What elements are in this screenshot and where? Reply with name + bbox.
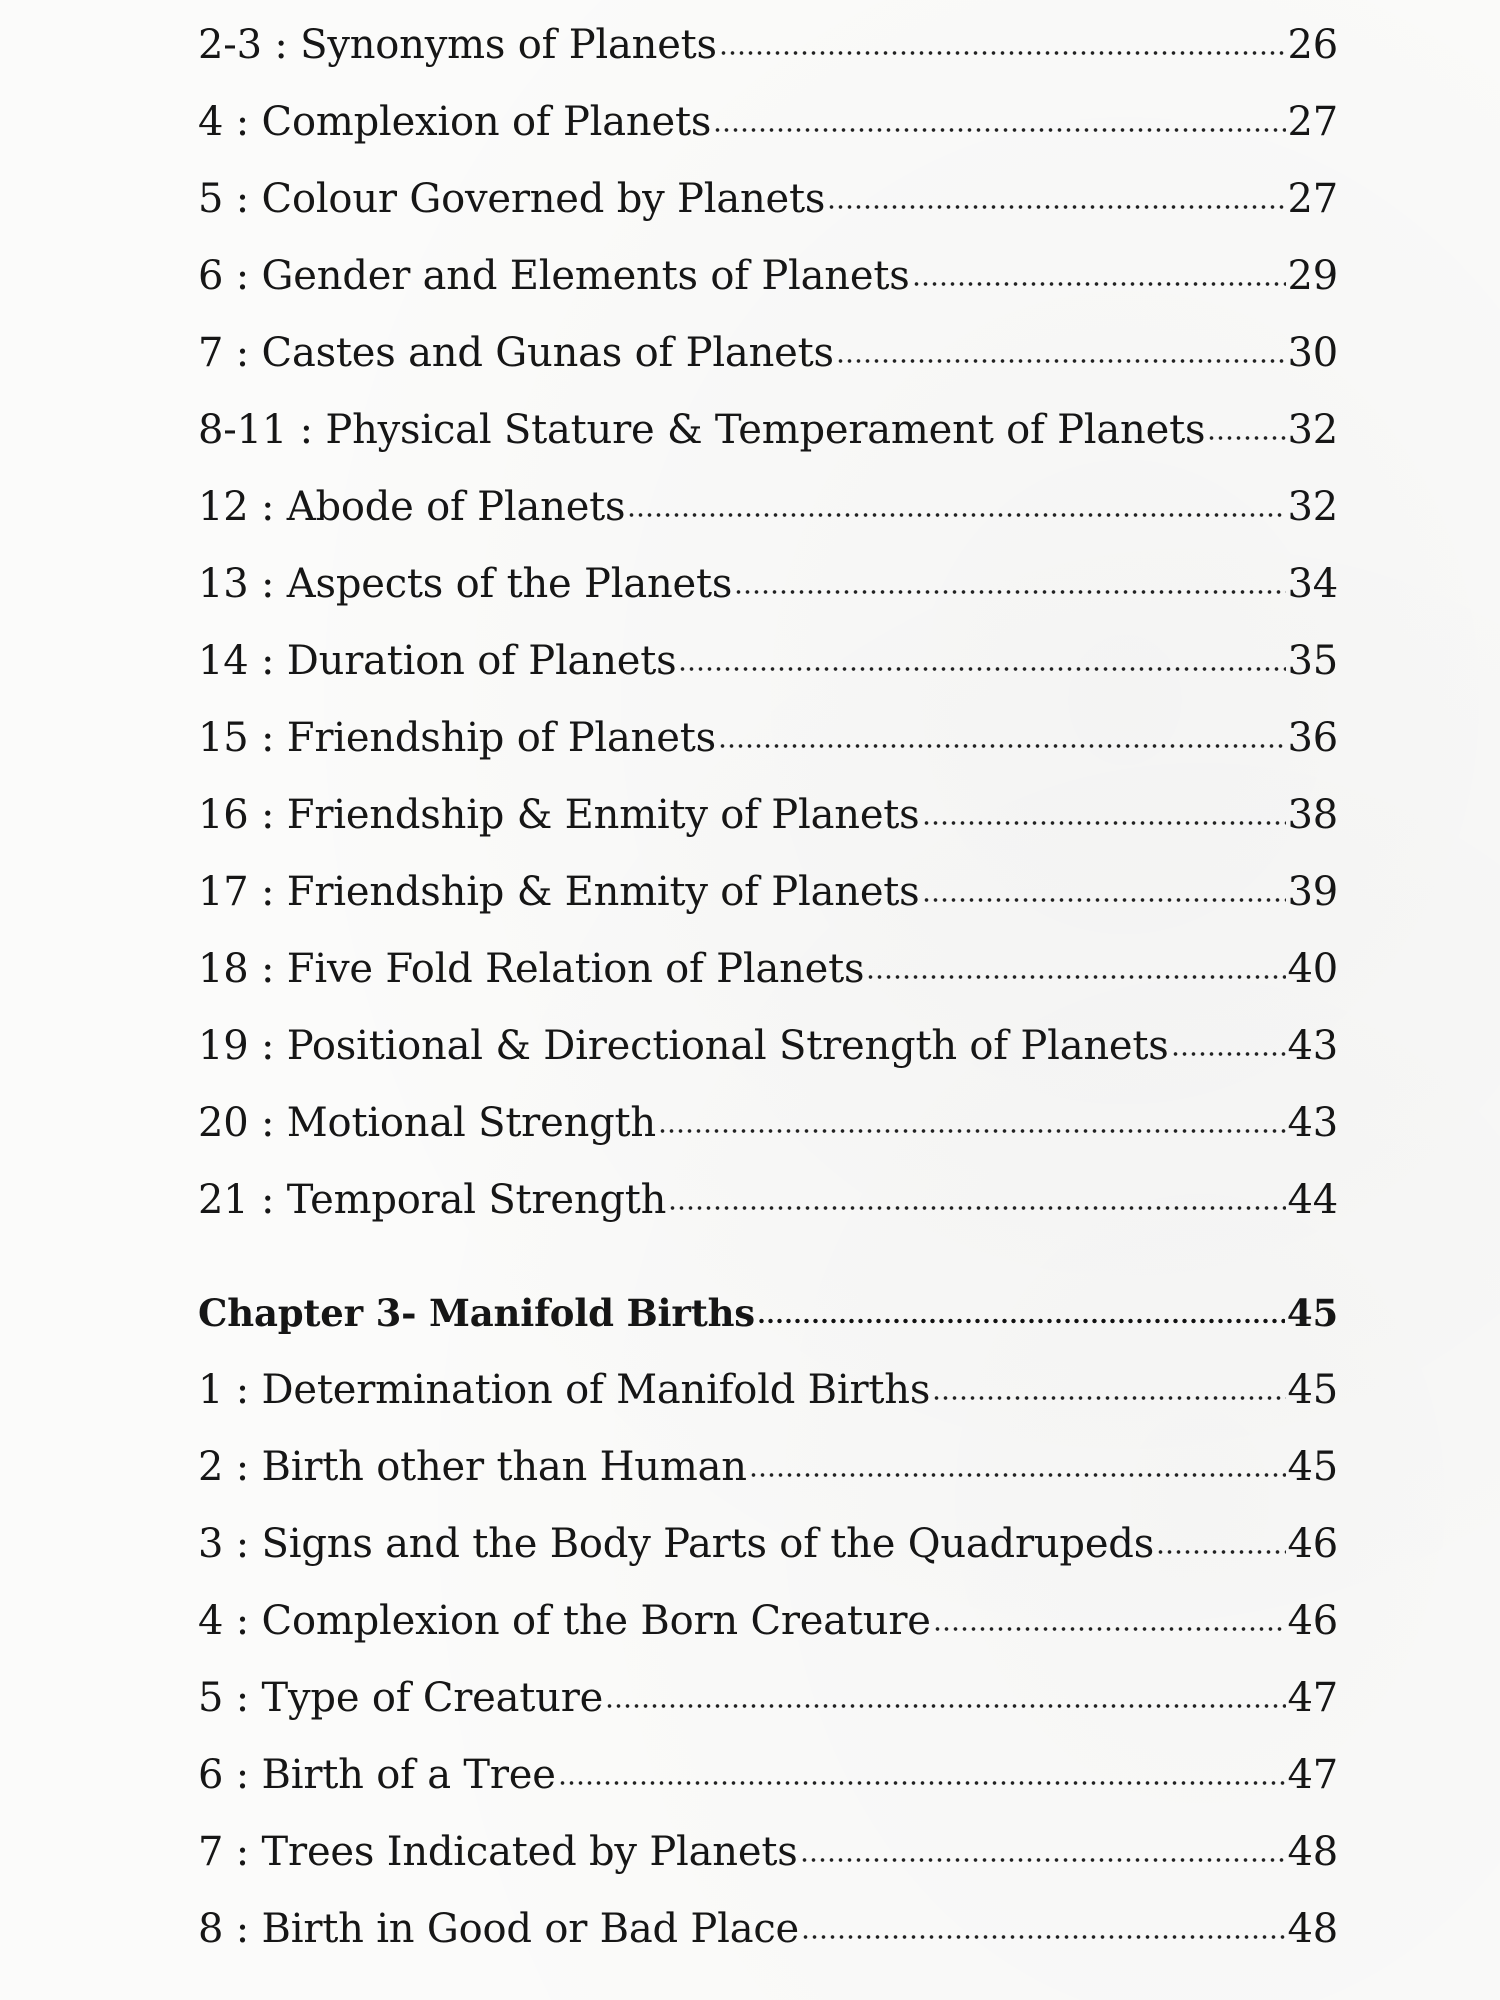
toc-entry-page: 43 — [1287, 1100, 1338, 1146]
toc-entry — [198, 1019, 1338, 1096]
dot-leader — [605, 1703, 1285, 1709]
dot-leader — [800, 1857, 1286, 1863]
toc-entry-label: 17 : Friendship & Enmity of Planets — [198, 869, 920, 915]
toc-entry-label: 13 : Aspects of the Planets — [198, 561, 733, 607]
toc-entry-label: 8 : Birth in Good or Bad Place — [198, 1906, 800, 1952]
toc-entry — [198, 557, 1338, 634]
toc-entry-page: 36 — [1287, 715, 1338, 761]
toc-entry-label: 7 : Trees Indicated by Planets — [198, 1829, 798, 1875]
toc-entry-label: 2-3 : Synonyms of Planets — [198, 22, 717, 68]
dot-leader — [757, 1318, 1285, 1324]
toc-entry — [198, 172, 1338, 249]
toc-entry-label: 4 : Complexion of Planets — [198, 99, 712, 145]
toc-entry-page: 43 — [1287, 1023, 1338, 1069]
toc-entry-label: 15 : Friendship of Planets — [198, 715, 716, 761]
toc-entry-label: 1 : Determination of Manifold Births — [198, 1367, 931, 1413]
dot-leader — [1207, 435, 1285, 441]
toc-entry — [198, 1902, 1338, 1979]
toc-entry — [198, 1517, 1338, 1594]
dot-leader — [668, 1205, 1285, 1211]
toc-entry-page: 48 — [1287, 1829, 1338, 1875]
toc-entry-page: 30 — [1287, 330, 1338, 376]
toc-entry-label: 20 : Motional Strength — [198, 1100, 656, 1146]
toc-entry-page: 47 — [1287, 1752, 1338, 1798]
toc-entry-page: 45 — [1287, 1367, 1338, 1413]
toc-entry — [198, 1671, 1338, 1748]
toc-entry-label: 3 : Signs and the Body Parts of the Quadrupeds — [198, 1521, 1155, 1567]
toc-entry — [198, 480, 1338, 557]
toc-entry — [198, 326, 1338, 403]
dot-leader — [1171, 1051, 1286, 1057]
dot-leader — [1156, 1549, 1285, 1555]
toc-entry-page: 48 — [1287, 1906, 1338, 1952]
toc-entry-label: 5 : Type of Creature — [198, 1675, 604, 1721]
dot-leader — [922, 820, 1286, 826]
toc-entry-page: 27 — [1287, 99, 1338, 145]
dot-leader — [713, 127, 1285, 133]
toc-entry — [198, 711, 1338, 788]
toc-entry-label: 5 : Colour Governed by Planets — [198, 176, 826, 222]
dot-leader — [749, 1472, 1286, 1478]
toc-entry-page: 32 — [1287, 407, 1338, 453]
toc-entry — [198, 1363, 1338, 1440]
toc-entry-label: 14 : Duration of Planets — [198, 638, 677, 684]
toc-entry-page: 26 — [1287, 22, 1338, 68]
toc-entry-page: 46 — [1287, 1521, 1338, 1567]
toc-entry — [198, 95, 1338, 172]
toc-entry-label: 6 : Birth of a Tree — [198, 1752, 556, 1798]
toc-entry — [198, 403, 1338, 480]
toc-entry — [198, 1440, 1338, 1517]
dot-leader — [734, 589, 1285, 595]
dot-leader — [801, 1934, 1285, 1940]
dot-leader — [678, 666, 1285, 672]
toc-entry — [198, 1173, 1338, 1250]
toc-entry — [198, 942, 1338, 1019]
toc-entry-label: 16 : Friendship & Enmity of Planets — [198, 792, 920, 838]
chapter-title: Chapter 3- Manifold Births — [198, 1291, 755, 1335]
toc-entry-label: 6 : Gender and Elements of Planets — [198, 253, 910, 299]
toc-entry — [198, 634, 1338, 711]
toc-entry-page: 39 — [1287, 869, 1338, 915]
toc-entry-label: 7 : Castes and Gunas of Planets — [198, 330, 834, 376]
toc-entry-label: 21 : Temporal Strength — [198, 1177, 667, 1223]
toc-entry — [198, 1096, 1338, 1173]
toc-entry — [198, 1748, 1338, 1825]
dot-leader — [922, 897, 1286, 903]
toc-entry-page: 40 — [1287, 946, 1338, 992]
dot-leader — [827, 204, 1285, 210]
dot-leader — [627, 512, 1285, 518]
toc-entry — [198, 865, 1338, 942]
toc-entry-label: 18 : Five Fold Relation of Planets — [198, 946, 865, 992]
toc-entry — [198, 1594, 1338, 1671]
toc-entry-label: 19 : Positional & Directional Strength of Planets — [198, 1023, 1169, 1069]
toc-entry-page: 35 — [1287, 638, 1338, 684]
toc-entry — [198, 1825, 1338, 1902]
dot-leader — [558, 1780, 1286, 1786]
toc-entry-page: 32 — [1287, 484, 1338, 530]
dot-leader — [718, 743, 1286, 749]
toc-entry — [198, 788, 1338, 865]
dot-leader — [866, 974, 1285, 980]
dot-leader — [658, 1128, 1286, 1134]
toc-entry-page: 38 — [1287, 792, 1338, 838]
toc-entry-page: 34 — [1287, 561, 1338, 607]
chapter-page: 45 — [1286, 1291, 1338, 1335]
toc-entry-page: 45 — [1287, 1444, 1338, 1490]
table-of-contents — [198, 18, 1338, 1979]
dot-leader — [836, 358, 1286, 364]
toc-entry — [198, 249, 1338, 326]
dot-leader — [932, 1395, 1285, 1401]
toc-entry-label: 12 : Abode of Planets — [198, 484, 626, 530]
toc-entry-page: 29 — [1287, 253, 1338, 299]
toc-entry-page: 27 — [1287, 176, 1338, 222]
chapter-heading — [198, 1286, 1338, 1363]
toc-entry-page: 44 — [1287, 1177, 1338, 1223]
toc-entry-label: 4 : Complexion of the Born Creature — [198, 1598, 931, 1644]
dot-leader — [933, 1626, 1286, 1632]
dot-leader — [912, 281, 1286, 287]
toc-entry — [198, 18, 1338, 95]
dot-leader — [719, 50, 1286, 56]
toc-entry-page: 46 — [1287, 1598, 1338, 1644]
toc-entry-page: 47 — [1287, 1675, 1338, 1721]
toc-entry-label: 2 : Birth other than Human — [198, 1444, 747, 1490]
toc-entry-label: 8-11 : Physical Stature & Temperament of Planets — [198, 407, 1206, 453]
